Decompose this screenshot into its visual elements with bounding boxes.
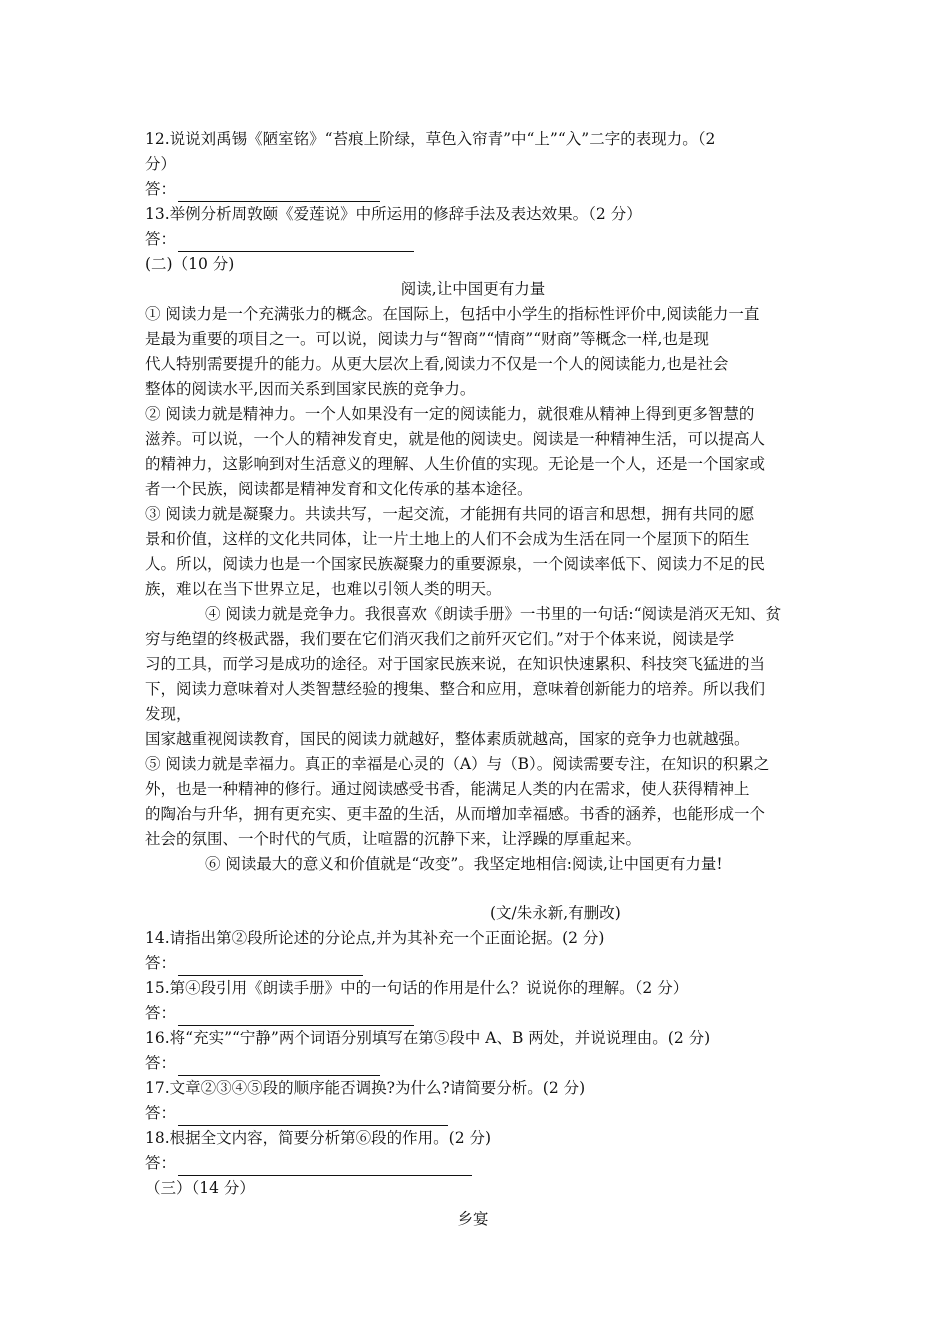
answer-label: 答：: [145, 1004, 177, 1022]
question-16: 16.将“充实”“宁静”两个词语分别填写在第⑤段中 A、B 两处，并说说理由。(2 分): [145, 1029, 711, 1047]
answer-line-17[interactable]: [145, 1101, 811, 1126]
question-15: 15.第④段引用《朗读手册》中的一句话的作用是什么？说说你的理解。（2 分）: [145, 979, 689, 997]
paragraph-2: ② 阅读力就是精神力。一个人如果没有一定的阅读能力，就很难从精神上得到更多智慧的 滋养。可以说，一个人的精神发育史，就是他的阅读史。阅读是一种精神生活，可以提高人 的精神力，这影响到对生活意义的理解、人生价值的实现。无论是一个人，还是一个国家或 者一个民族，阅读都是精神发育和文化传承的基本途径。: [145, 405, 766, 498]
paragraph-6: ⑥ 阅读最大的意义和价值就是“改变”。我坚定地相信:阅读,让中国更有力量!: [205, 855, 723, 873]
paragraph-5: ⑤ 阅读力就是幸福力。真正的幸福是心灵的（A）与（B）。阅读需要专注，在知识的积累之 外，也是一种精神的修行。通过阅读感受书香，能满足人类的内在需求，使人获得精神上 的陶冶与升华，拥有更充实、更丰盈的生活，从而增加幸福感。书香的涵养，也能形成一个 社会的氛围、一个时代的气质，让喧嚣的沉静下来，让浮躁的厚重起来。: [145, 755, 770, 848]
article-title: 阅读,让中国更有力量: [400, 280, 546, 298]
answer-label: 答：: [145, 180, 177, 198]
question-12-cont: 分）: [145, 155, 177, 173]
answer-label: 答：: [145, 230, 177, 248]
paragraph-1: ① 阅读力是一个充满张力的概念。在国际上，包括中小学生的指标性评价中,阅读能力一直 是最为重要的项目之一。可以说，阅读力与“智商”“情商”“财商”等概念一样,也是现 代人特别需要提升的能力。从更大层次上看,阅读力不仅是一个人的阅读能力,也是社会 整体的阅读水平,因而关系到国家民族的竞争力。: [145, 305, 760, 398]
answer-label: 答：: [145, 1054, 177, 1072]
question-13: 13.举例分析周敦颐《爱莲说》中所运用的修辞手法及表达效果。（2 分）: [145, 205, 642, 223]
answer-line-12[interactable]: [145, 177, 811, 202]
section-2-header: (二)（10 分): [145, 255, 235, 273]
answer-line-13[interactable]: [145, 227, 811, 252]
section-3-header: （三）（14 分）: [145, 1179, 255, 1197]
answer-line-18[interactable]: [145, 1151, 811, 1176]
question-18: 18.根据全文内容，简要分析第⑥段的作用。(2 分): [145, 1129, 492, 1147]
question-12: 12.说说刘禹锡《陋室铭》“苔痕上阶绿，草色入帘青”中“上”“入”二字的表现力。（2: [145, 130, 716, 148]
article-source: (文/朱永新,有删改): [490, 904, 621, 922]
answer-line-15[interactable]: [145, 1001, 811, 1026]
question-17: 17.文章②③④⑤段的顺序能否调换?为什么?请简要分析。(2 分): [145, 1079, 586, 1097]
answer-label: 答：: [145, 954, 177, 972]
question-14: 14.请指出第②段所论述的分论点,并为其补充一个正面论据。(2 分): [145, 929, 605, 947]
paragraph-3: ③ 阅读力就是凝聚力。共读共写，一起交流，才能拥有共同的语言和思想，拥有共同的愿 景和价值，这样的文化共同体，让一片土地上的人们不会成为生活在同一个屋顶下的陌生 人。所以，阅读力也是一个国家民族凝聚力的重要源泉，一个阅读率低下、阅读力不足的民 族，难以在当下世界立足，也难以引领人类的明天。: [145, 505, 766, 598]
paragraph-4: ④ 阅读力就是竞争力。我很喜欢《朗读手册》一书里的一句话:“阅读是消灭无知、贫 穷与绝望的终极武器，我们要在它们消灭我们之前歼灭它们。”对于个体来说，阅读是学 习的工具，而学习是成功的途径。对于国家民族来说，在知识快速累积、科技突飞猛进的当 下，阅读力意味着对人类智慧经验的搜集、整合和应用，意味着创新能力的培养。所以我们 发现， 国家越重视阅读教育，国民的阅读力就越好，整体素质就越高，国家的竞争力也就越强。: [145, 605, 782, 748]
answer-label: 答：: [145, 1154, 177, 1172]
exam-page: [145, 127, 811, 1232]
section-3-title: 乡宴: [457, 1210, 489, 1228]
answer-line-16[interactable]: [145, 1051, 811, 1076]
answer-label: 答：: [145, 1104, 177, 1122]
answer-line-14[interactable]: [145, 951, 811, 976]
